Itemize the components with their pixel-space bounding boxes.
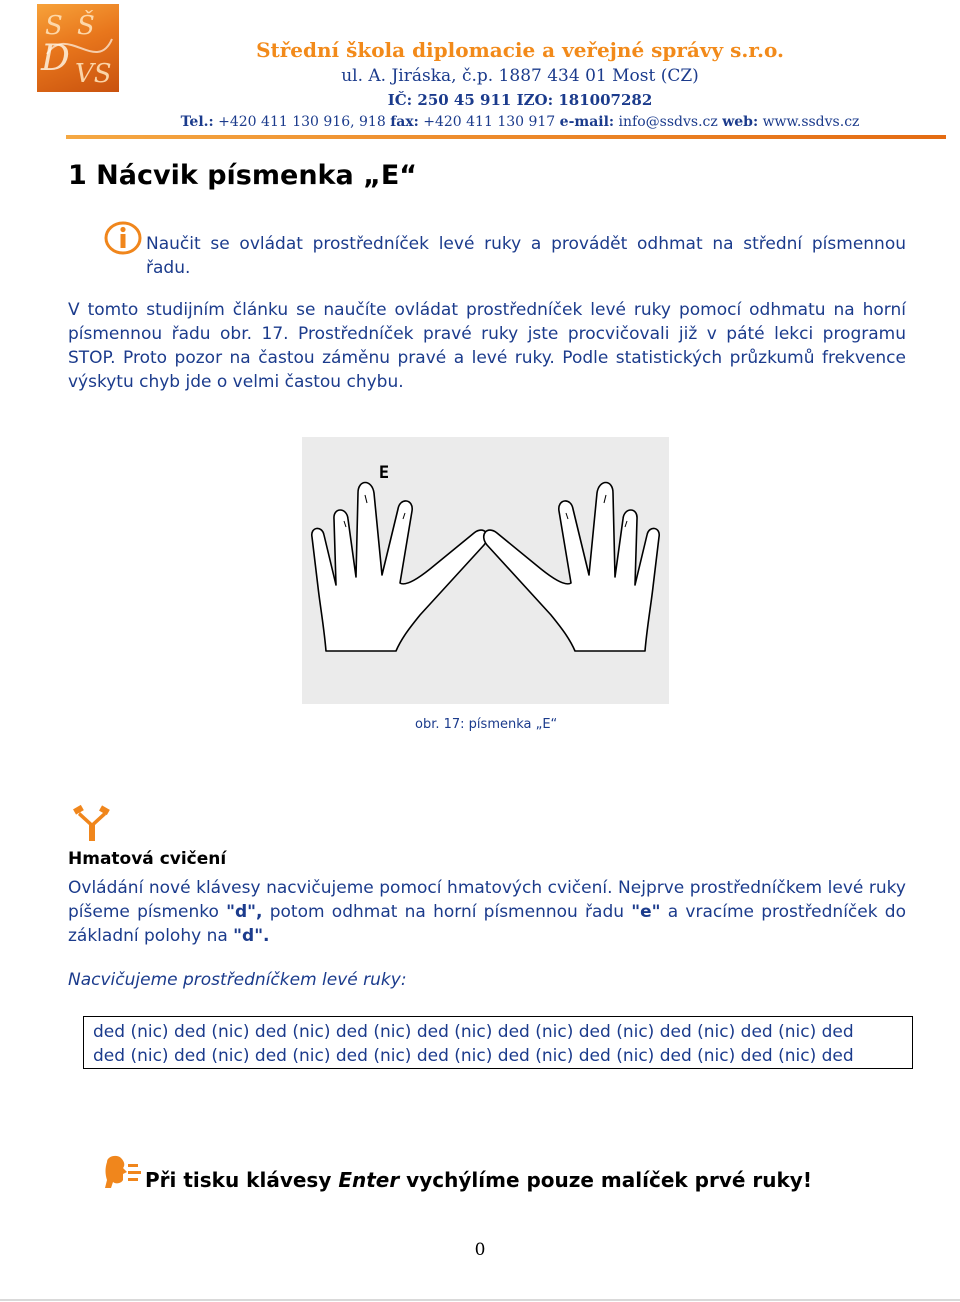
email-label: e-mail: xyxy=(559,114,615,130)
info-icon xyxy=(104,221,142,259)
tel-label: Tel.: xyxy=(180,114,214,130)
web-link[interactable]: www.ssdvs.cz xyxy=(758,114,860,130)
web-label: web: xyxy=(722,114,759,130)
dumbbell-icon xyxy=(72,803,112,847)
practice-box xyxy=(83,1016,913,1069)
intro-paragraph: V tomto studijním článku se naučíte ovládat prostředníček levé ruky pomocí odhmatu na horní písmennou řadu obr. 17. Prostředníček pravé ruky jste procvičovali již v páté lekci programu STOP. Proto pozor na častou záměnu pravé a levé ruky. Podle statistických průzkumů frekvence výskytu chyb jde o velmi častou chybu. xyxy=(68,300,906,392)
key-d-return: "d". xyxy=(233,926,270,946)
exercise-instructions: Ovládání nové klávesy nacvičujeme pomocí hmatových cvičení. Nejprve prostředníčkem levé ruky píšeme písmenko "d", potom odhmat na horní písmennou řadu "e" a vracíme prostředníček do základní polohy na "d". xyxy=(68,878,906,946)
svg-text:VS: VS xyxy=(75,59,112,89)
key-label-e xyxy=(376,461,392,483)
fax-value: +420 411 130 917 xyxy=(418,114,560,130)
tel-value: +420 411 130 916, 918 xyxy=(213,114,391,130)
page-bottom-rule xyxy=(0,1299,960,1301)
school-ids: IČ: 250 45 911 IZO: 181007282 xyxy=(387,91,653,109)
school-address: ul. A. Jiráska, č.p. 1887 434 01 Most (CZ) xyxy=(341,66,699,86)
lesson-objective: Naučit se ovládat prostředníček levé ruky a provádět odhmat na střední písmennou řadu. xyxy=(146,234,906,278)
header-divider xyxy=(66,135,946,139)
key-e: "e" xyxy=(631,902,661,922)
school-logo xyxy=(37,4,119,92)
key-d: "d", xyxy=(226,902,263,922)
enter-key-name: Enter xyxy=(338,1168,400,1192)
hands-illustration xyxy=(302,437,669,704)
practice-line: ded (nic) ded (nic) ded (nic) ded (nic) ded (nic) ded (nic) ded (nic) ded (nic) ded (nic) ded xyxy=(93,1022,854,1042)
svg-text:E: E xyxy=(378,463,390,483)
fax-label: fax: xyxy=(390,114,419,130)
svg-text:Š: Š xyxy=(77,11,95,41)
school-contacts xyxy=(120,114,920,130)
enter-key-tip: Při tisku klávesy Enter vychýlíme pouze malíček prvé ruky! xyxy=(145,1168,812,1192)
figure-caption: obr. 17: písmenka „E“ xyxy=(415,717,558,732)
hands-figure xyxy=(302,437,669,704)
school-name: Střední škola diplomacie a veřejné správy s.r.o. xyxy=(256,38,784,62)
logo-emblem xyxy=(37,4,119,92)
speaker-icon xyxy=(103,1154,143,1194)
exercise-title: Hmatová cvičení xyxy=(68,849,227,869)
svg-text:S: S xyxy=(45,11,63,41)
page-title: 1 Nácvik písmenka „E“ xyxy=(68,160,418,191)
email-link[interactable]: info@ssdvs.cz xyxy=(614,114,723,130)
practice-label: Nacvičujeme prostředníčkem levé ruky: xyxy=(68,970,407,990)
svg-text:D: D xyxy=(41,38,70,79)
practice-line: ded (nic) ded (nic) ded (nic) ded (nic) ded (nic) ded (nic) ded (nic) ded (nic) ded (nic) ded xyxy=(93,1046,854,1066)
page-number: 0 xyxy=(474,1240,486,1260)
